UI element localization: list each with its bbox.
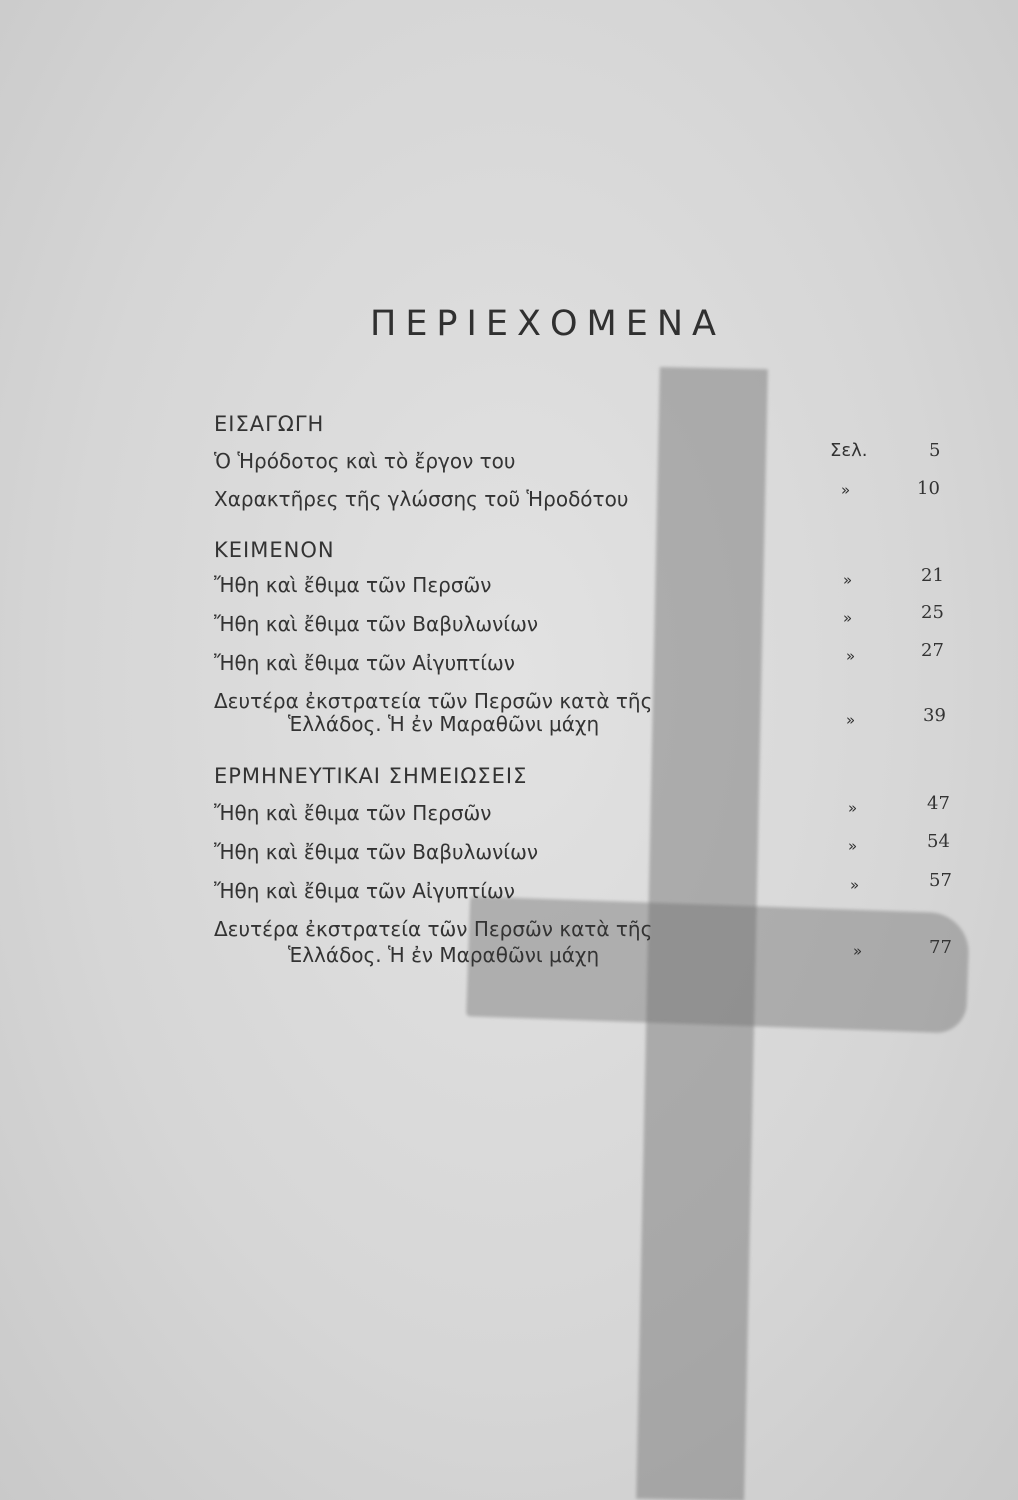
toc-entry: Ἤθη καὶ ἔθιμα τῶν Αἰγυπτίων [214, 879, 515, 903]
section-heading-eisagogi: ΕΙΣΑΓΩΓΗ [214, 412, 325, 436]
toc-entry: Δευτέρα ἐκστρατεία τῶν Περσῶν κατὰ τῆς [214, 689, 653, 713]
page-number: 54 [927, 831, 950, 852]
ditto-mark: » [848, 799, 858, 817]
ditto-mark: » [848, 837, 858, 855]
toc-entry: Ἤθη καὶ ἔθιμα τῶν Βαβυλωνίων [214, 840, 538, 864]
section-heading-keimenon: ΚΕΙΜΕΝΟΝ [214, 538, 335, 562]
toc-entry: Ὁ Ἡρόδοτος καὶ τὸ ἔργον του [214, 449, 516, 473]
ditto-mark: » [846, 711, 856, 729]
ditto-mark: » [850, 876, 860, 894]
section-heading-semeioseis: ΕΡΜΗΝΕΥΤΙΚΑΙ ΣΗΜΕΙΩΣΕΙΣ [214, 764, 528, 788]
toc-entry: Χαρακτῆρες τῆς γλώσσης τοῦ Ἡροδότου [214, 487, 629, 511]
page-number: 47 [927, 793, 950, 814]
page-number: 5 [929, 440, 941, 461]
page-number: 57 [929, 870, 952, 891]
page-number: 27 [921, 640, 944, 661]
page-number: 10 [917, 478, 940, 499]
page-number: 25 [921, 602, 944, 623]
page-number: 77 [929, 937, 952, 958]
ditto-mark: » [853, 942, 863, 960]
toc-entry-continuation: Ἑλλάδος. Ἡ ἐν Μαραθῶνι μάχη [288, 943, 600, 967]
page-number: 39 [923, 705, 946, 726]
toc-entry: Ἤθη καὶ ἔθιμα τῶν Αἰγυπτίων [214, 651, 515, 675]
page-label: Σελ. [830, 440, 868, 461]
toc-entry-continuation: Ἑλλάδος. Ἡ ἐν Μαραθῶνι μάχη [288, 712, 600, 736]
toc-entry: Ἤθη καὶ ἔθιμα τῶν Περσῶν [214, 801, 492, 825]
ditto-mark: » [841, 481, 851, 499]
toc-entry: Δευτέρα ἐκστρατεία τῶν Περσῶν κατὰ τῆς [214, 917, 653, 941]
toc-entry: Ἤθη καὶ ἔθιμα τῶν Περσῶν [214, 573, 492, 597]
ditto-mark: » [843, 609, 853, 627]
ditto-mark: » [846, 647, 856, 665]
toc-entry: Ἤθη καὶ ἔθιμα τῶν Βαβυλωνίων [214, 612, 538, 636]
page-title: ΠΕΡΙΕΧΟΜΕΝΑ [370, 304, 725, 344]
page-number: 21 [921, 565, 944, 586]
ditto-mark: » [843, 571, 853, 589]
